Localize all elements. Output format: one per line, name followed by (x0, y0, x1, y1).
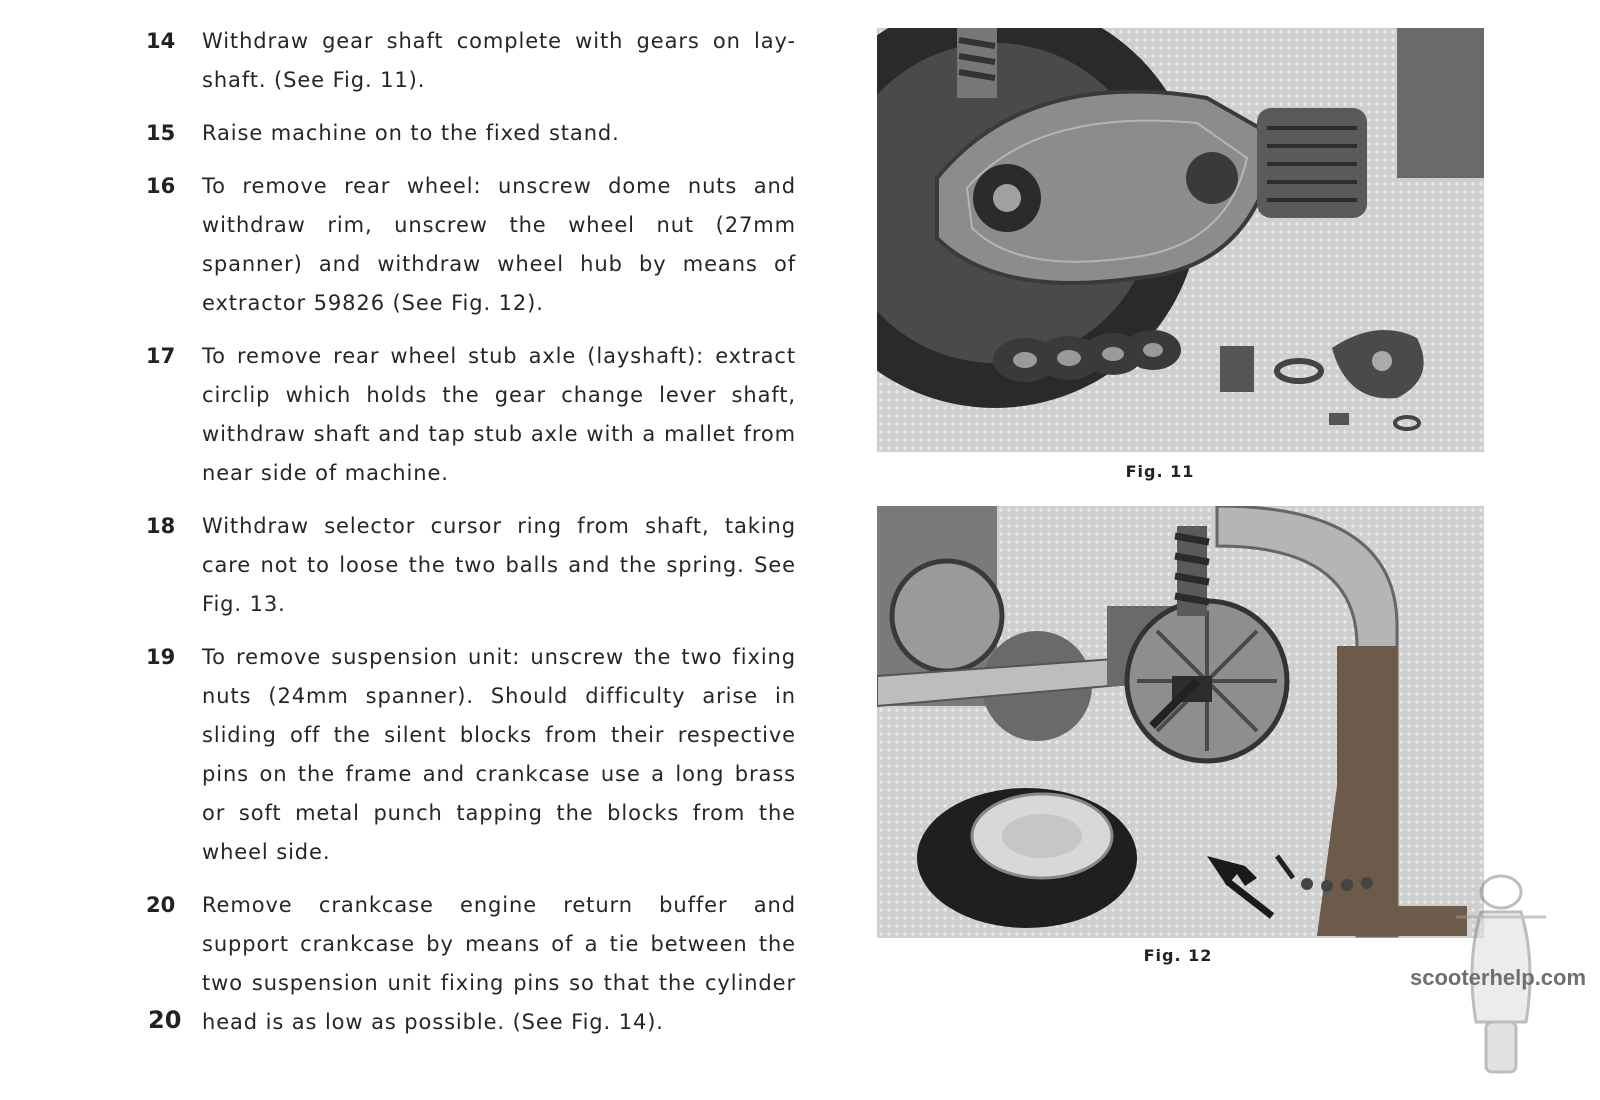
fig-12-caption: Fig. 12 (1143, 946, 1213, 965)
step-number: 19 (146, 645, 176, 669)
step-number: 14 (146, 29, 176, 53)
step-item (146, 507, 796, 624)
step-item (146, 22, 796, 100)
step-text: Remove crankcase engine return buffer and support crankcase by means of a tie between the two suspension unit fixing pins so that the cylinder head is as low as possible. (See Fig. 14). (202, 893, 796, 1034)
step-text: Raise machine on to the fixed stand. (202, 121, 620, 145)
step-text: To remove rear wheel stub axle (layshaft): extract circlip which holds the gear change lever shaft, withdraw shaft and tap stub axle with a mallet from near side of machine. (202, 344, 796, 485)
step-item (146, 638, 796, 872)
step-text: To remove suspension unit: unscrew the two fixing nuts (24mm spanner). Should difficulty arise in sliding off the silent blocks from their respective pins on the frame and crankcase use a long brass or soft metal punch tapping the blocks from the wheel side. (202, 645, 796, 864)
fig-11-photo (877, 28, 1484, 452)
page-number: 20 (148, 1006, 182, 1034)
step-item (146, 167, 796, 323)
step-number: 15 (146, 121, 176, 145)
step-number: 17 (146, 344, 176, 368)
step-number: 18 (146, 514, 176, 538)
step-text: To remove rear wheel: unscrew dome nuts and withdraw rim, unscrew the wheel nut (27mm spanner) and withdraw wheel hub by means of extractor 59826 (See Fig. 12). (202, 174, 796, 315)
fig-11-caption: Fig. 11 (1125, 462, 1195, 481)
step-text: Withdraw gear shaft complete with gears on lay-shaft. (See Fig. 11). (202, 29, 796, 92)
watermark-text: scooterhelp.com (1410, 965, 1587, 990)
step-text: Withdraw selector cursor ring from shaft, taking care not to loose the two balls and the spring. See Fig. 13. (202, 514, 796, 616)
step-item (146, 886, 796, 1042)
fig-12-photo (877, 506, 1484, 938)
step-item (146, 337, 796, 493)
step-item (146, 114, 796, 153)
instruction-steps (146, 22, 796, 1056)
step-number: 16 (146, 174, 176, 198)
step-number: 20 (146, 893, 176, 917)
